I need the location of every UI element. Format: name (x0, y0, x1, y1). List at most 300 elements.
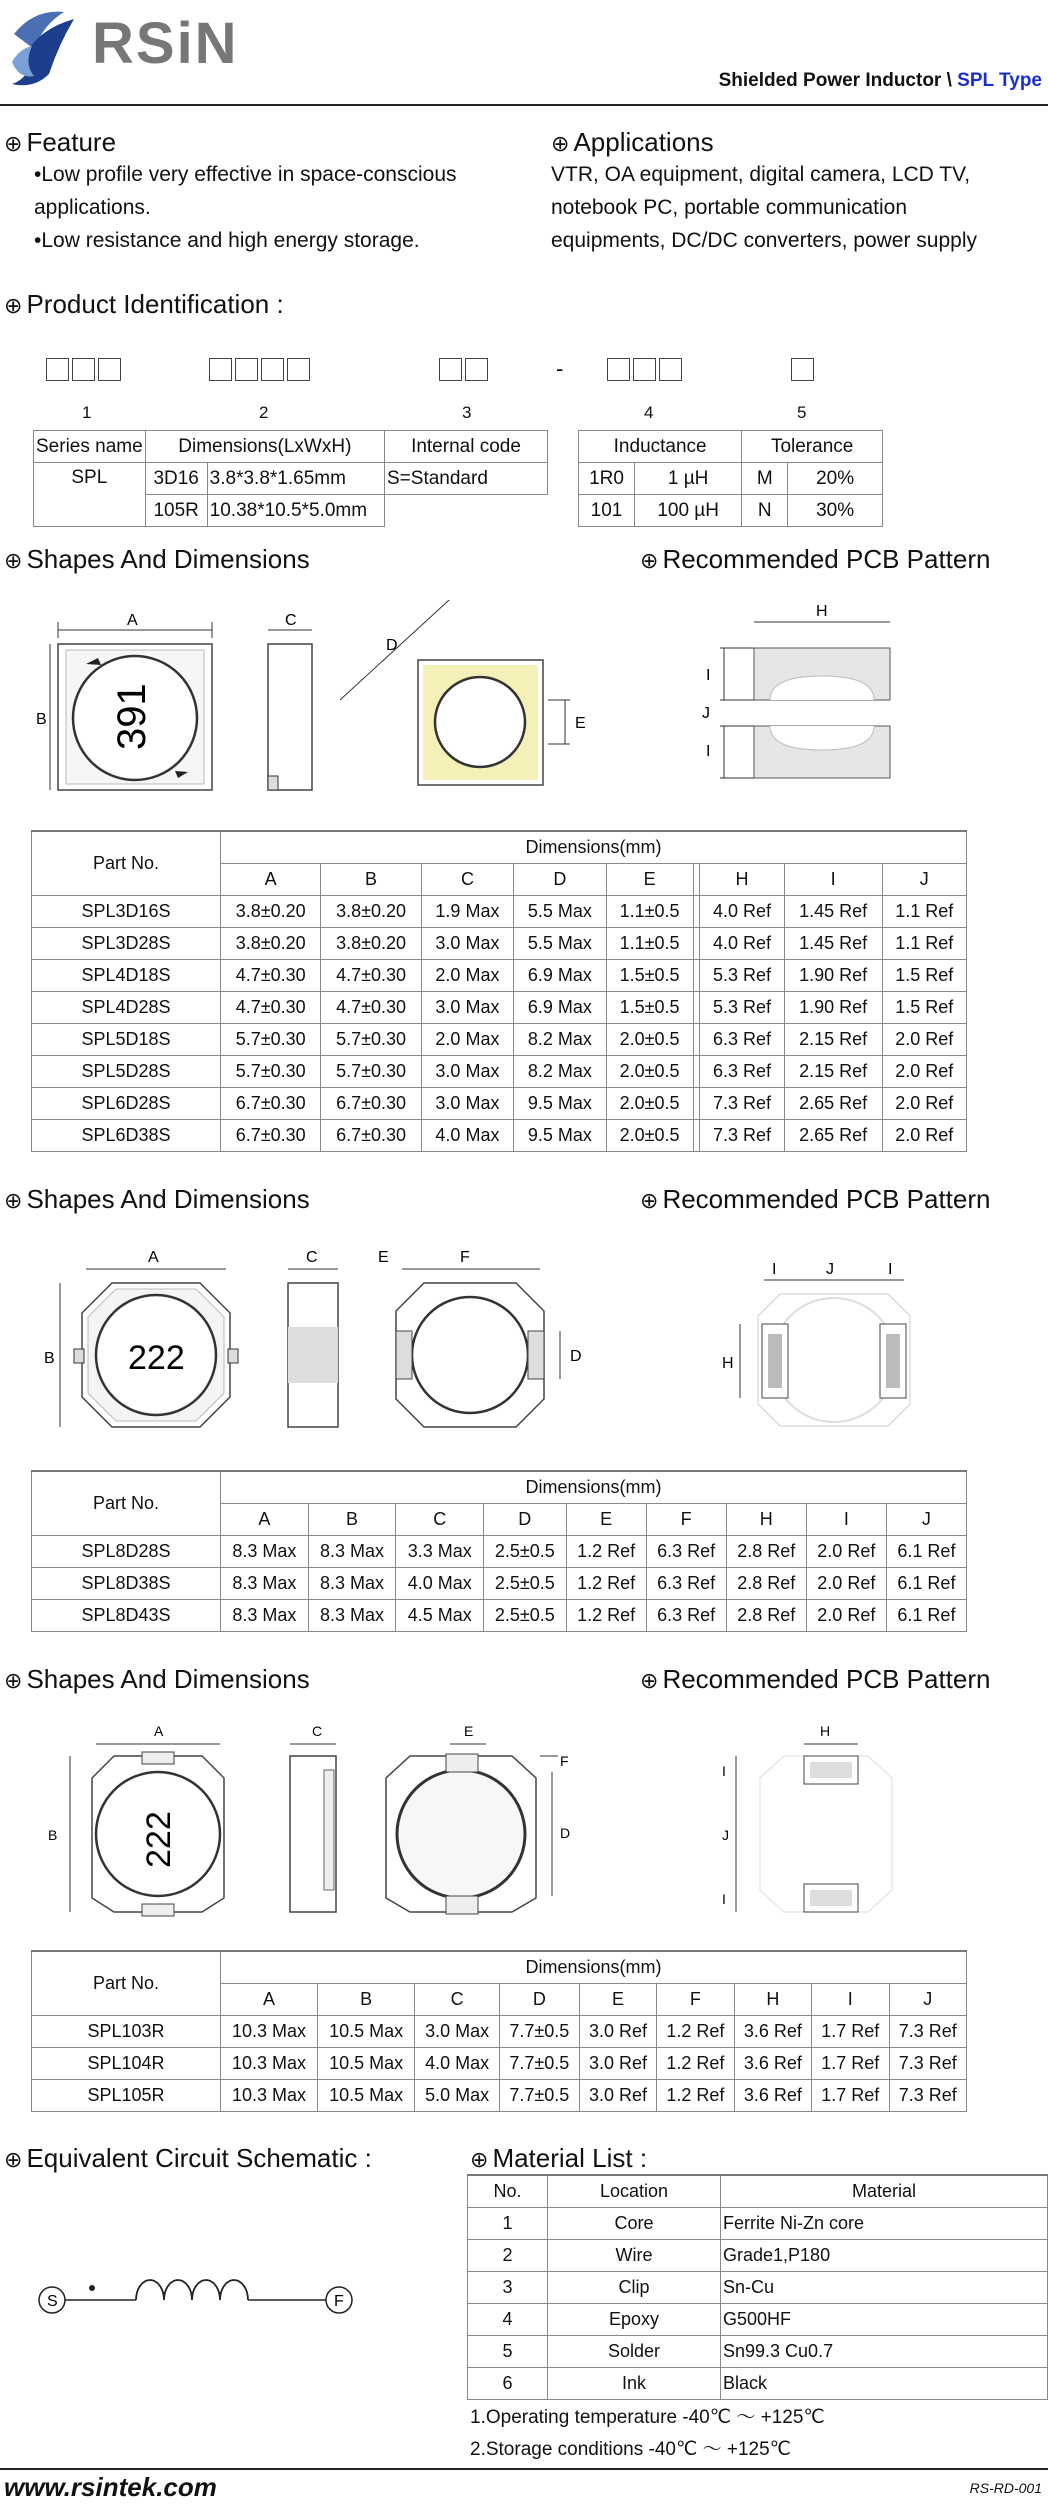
table-cell: 8.3 Max (221, 1535, 309, 1567)
dimensions-table-2 (31, 1470, 967, 1632)
table-cell: 4.5 Max (396, 1599, 484, 1631)
th-dims: Dimensions(mm) (221, 1471, 967, 1503)
table-cell: 10.5 Max (318, 2079, 415, 2111)
table-cell: 3.0 Max (421, 927, 513, 959)
svg-text:C: C (306, 1249, 318, 1266)
table-cell: 1.1 Ref (882, 927, 967, 959)
svg-text:D: D (570, 1348, 582, 1365)
circle-plus-icon: ⊕ (470, 2147, 489, 2172)
table-cell: 5.0 Max (415, 2079, 500, 2111)
table-row (32, 1023, 967, 1055)
table-row (32, 2079, 967, 2111)
table-cell: 5.7±0.30 (321, 1023, 421, 1055)
applications-line: equipments, DC/DC converters, power supply (551, 229, 978, 252)
part-number-cell: SPL5D18S (32, 1023, 221, 1055)
table-cell: 1.1±0.5 (606, 927, 693, 959)
svg-text:C: C (312, 1723, 323, 1739)
table-cell: 4.7±0.30 (321, 991, 421, 1023)
applications-list (551, 158, 977, 257)
th-dims: Dimensions(mm) (221, 831, 967, 863)
dim-code: 3D16 (145, 463, 207, 495)
table-cell: 8.3 Max (308, 1535, 396, 1567)
shape-drawing-1 (30, 600, 610, 810)
table-cell: 2.0 Ref (806, 1535, 886, 1567)
applications-line: notebook PC, portable communication (551, 196, 908, 219)
code-number: 3 (462, 403, 472, 422)
dim-value: 10.38*10.5*5.0mm (207, 495, 384, 527)
svg-text:C: C (285, 612, 297, 629)
table-cell: 2.0 Ref (882, 1023, 967, 1055)
part-number-cell: SPL5D28S (32, 1055, 221, 1087)
part-number-cell: 2 (468, 2239, 548, 2271)
svg-text:222: 222 (128, 1339, 185, 1377)
table-cell: 5.3 Ref (700, 991, 784, 1023)
table-cell: 5.7±0.30 (221, 1055, 321, 1087)
table-cell: 10.5 Max (318, 2015, 415, 2047)
circle-plus-icon: ⊕ (4, 2147, 23, 2172)
table-cell: 10.3 Max (221, 2079, 318, 2111)
table-cell: 6.3 Ref (646, 1567, 726, 1599)
code-number: 5 (797, 403, 807, 422)
table-cell: 5.5 Max (514, 895, 606, 927)
part-number-cell: 6 (468, 2367, 548, 2399)
table-cell (693, 959, 700, 991)
table-cell: 2.0 Ref (806, 1567, 886, 1599)
part-number-cell: SPL8D28S (32, 1535, 221, 1567)
table-cell: 6.9 Max (514, 959, 606, 991)
tol-code: N (742, 495, 788, 527)
table-cell: 3.0 Max (415, 2015, 500, 2047)
table-cell: 4.7±0.30 (221, 991, 321, 1023)
svg-text:A: A (154, 1723, 164, 1739)
svg-text:I: I (706, 743, 711, 760)
table-cell: 10.3 Max (221, 2015, 318, 2047)
tol-value: 20% (788, 463, 883, 495)
table-cell: 1.2 Ref (566, 1567, 646, 1599)
table-cell: 1.9 Max (421, 895, 513, 927)
table-row (32, 2015, 967, 2047)
applications-heading: ⊕ Applications (551, 127, 714, 157)
shape-drawing-2 (30, 1245, 620, 1435)
pcb-heading-3: ⊕ Recommended PCB Pattern (640, 1664, 991, 1694)
svg-text:I: I (706, 667, 711, 684)
th-dims: Dimensions(mm) (221, 1951, 967, 1983)
table-cell: 1.1 Ref (882, 895, 967, 927)
table-cell: 3.6 Ref (734, 2079, 811, 2111)
table-cell: 2.0±0.5 (606, 1119, 693, 1151)
circle-plus-icon: ⊕ (551, 131, 570, 156)
table-cell: Ferrite Ni-Zn core (721, 2207, 1048, 2239)
table-cell: 4.0 Ref (700, 895, 784, 927)
table-cell: 1.7 Ref (812, 2015, 889, 2047)
ind-code: 1R0 (579, 463, 635, 495)
table-cell: 8.3 Max (308, 1567, 396, 1599)
part-number-cell: SPL104R (32, 2047, 221, 2079)
code-number: 4 (644, 403, 654, 422)
materials-table (467, 2174, 1048, 2400)
svg-text:J: J (826, 1261, 834, 1278)
shapes-heading-3: ⊕ Shapes And Dimensions (4, 1664, 310, 1694)
feature-line: •Low profile very effective in space-conscious (34, 163, 457, 186)
svg-text:J: J (722, 1827, 729, 1843)
table-cell: 1.1±0.5 (606, 895, 693, 927)
table-cell: 7.3 Ref (700, 1119, 784, 1151)
svg-text:D: D (560, 1825, 571, 1841)
column-header-row: A B C D E F H I J (32, 1503, 967, 1535)
table-cell: 3.8±0.20 (221, 927, 321, 959)
dim-value: 3.8*3.8*1.65mm (207, 463, 384, 495)
table-cell: 1.5 Ref (882, 991, 967, 1023)
table-cell: 5.5 Max (514, 927, 606, 959)
part-number-cell: 4 (468, 2303, 548, 2335)
table-cell (693, 895, 700, 927)
table-cell: 5.7±0.30 (321, 1055, 421, 1087)
circle-plus-icon: ⊕ (4, 1188, 23, 1213)
feature-line: applications. (34, 196, 151, 219)
feature-list (34, 158, 457, 257)
table-cell: 2.65 Ref (784, 1087, 882, 1119)
table-cell: Wire (548, 2239, 721, 2271)
part-number-cell: 1 (468, 2207, 548, 2239)
code-boxes-4 (607, 358, 685, 387)
table-cell: 2.0 Ref (806, 1599, 886, 1631)
table-cell: 3.0 Max (421, 991, 513, 1023)
part-number-cell: SPL6D28S (32, 1087, 221, 1119)
code-boxes-2 (209, 358, 313, 387)
table-row (468, 2271, 1048, 2303)
table-cell (693, 1055, 700, 1087)
logo-text: RSiN (92, 11, 239, 76)
table-cell: Core (548, 2207, 721, 2239)
finish-terminal: F (334, 2293, 344, 2310)
table-cell (693, 991, 700, 1023)
table-cell: 3.8±0.20 (321, 927, 421, 959)
table-cell: 2.0 Ref (882, 1055, 967, 1087)
part-number-cell: 3 (468, 2271, 548, 2303)
table-cell: 1.7 Ref (812, 2079, 889, 2111)
product-title-text: Shielded Power Inductor (718, 70, 942, 91)
table-cell: 6.3 Ref (700, 1023, 784, 1055)
table-cell: 7.7±0.5 (499, 2047, 579, 2079)
column-header-row: A B C D E H I J (32, 863, 967, 895)
svg-text:E: E (575, 715, 586, 732)
table-cell: 2.0±0.5 (606, 1087, 693, 1119)
table-cell: Clip (548, 2271, 721, 2303)
table-cell: 2.0 Max (421, 959, 513, 991)
table-cell: 3.0 Max (421, 1055, 513, 1087)
doc-code: RS-RD-001 (969, 2480, 1042, 2496)
table-cell: 2.8 Ref (726, 1535, 806, 1567)
column-header-row: A B C D E F H I J (32, 1983, 967, 2015)
empty-cell (385, 495, 548, 527)
code-boxes-1 (46, 358, 124, 387)
part-number-cell: SPL6D38S (32, 1119, 221, 1151)
table-cell: 2.8 Ref (726, 1599, 806, 1631)
table-cell: 3.0 Ref (579, 2047, 656, 2079)
materials-header-row: No. Location Material (468, 2175, 1048, 2207)
table-cell: 1.2 Ref (657, 2015, 734, 2047)
th-inductance: Inductance (579, 431, 742, 463)
table-cell: Solder (548, 2335, 721, 2367)
part-number-cell: SPL4D28S (32, 991, 221, 1023)
footer-rule (0, 2468, 1048, 2470)
table-cell: 1.2 Ref (657, 2079, 734, 2111)
table-cell (693, 927, 700, 959)
svg-text:I: I (888, 1261, 893, 1278)
feature-heading: ⊕ Feature (4, 127, 117, 157)
table-cell: 6.3 Ref (646, 1535, 726, 1567)
svg-text:H: H (816, 603, 828, 620)
table-cell: 1.90 Ref (784, 991, 882, 1023)
table-cell: 1.2 Ref (566, 1535, 646, 1567)
table-row (32, 2047, 967, 2079)
start-terminal: S (47, 2293, 58, 2310)
circle-plus-icon: ⊕ (4, 293, 23, 318)
pcb-drawing-1 (690, 598, 920, 798)
product-id-table-right (578, 430, 883, 527)
product-id-heading: ⊕ Product Identification : (4, 289, 284, 319)
code-number: 1 (82, 403, 92, 422)
table-cell: 2.0 Ref (882, 1087, 967, 1119)
table-cell: 6.7±0.30 (321, 1087, 421, 1119)
table-row (32, 1535, 967, 1567)
tol-value: 30% (788, 495, 883, 527)
type-label: SPL Type (957, 70, 1042, 91)
table-cell: 8.3 Max (308, 1599, 396, 1631)
dimensions-table-3 (31, 1950, 967, 2112)
table-cell: 1.7 Ref (812, 2047, 889, 2079)
th-dimensions: Dimensions(LxWxH) (145, 431, 384, 463)
table-row (32, 1055, 967, 1087)
part-number-cell: SPL3D28S (32, 927, 221, 959)
table-cell: 8.2 Max (514, 1023, 606, 1055)
svg-text:H: H (820, 1723, 831, 1739)
inductor-schematic (36, 2270, 356, 2330)
feature-line: •Low resistance and high energy storage. (34, 229, 420, 252)
table-cell: 4.7±0.30 (321, 959, 421, 991)
svg-text:E: E (378, 1249, 389, 1266)
table-cell: Grade1,P180 (721, 2239, 1048, 2271)
code-dash: - (556, 356, 564, 381)
svg-text:222: 222 (140, 1811, 178, 1868)
table-cell: 6.3 Ref (700, 1055, 784, 1087)
svg-text:E: E (464, 1723, 474, 1739)
svg-text:I: I (722, 1763, 726, 1779)
table-cell: 6.3 Ref (646, 1599, 726, 1631)
table-cell: 6.7±0.30 (321, 1119, 421, 1151)
svg-text:H: H (722, 1355, 734, 1372)
table-row (468, 2335, 1048, 2367)
shapes-heading-2: ⊕ Shapes And Dimensions (4, 1184, 310, 1214)
svg-text:J: J (702, 705, 710, 722)
svg-text:I: I (722, 1891, 726, 1907)
table-cell: 10.5 Max (318, 2047, 415, 2079)
table-cell: 1.2 Ref (566, 1599, 646, 1631)
part-number-cell: SPL105R (32, 2079, 221, 2111)
shape-drawing-3 (40, 1720, 600, 1920)
code-boxes-3 (439, 358, 491, 387)
table-row (32, 1599, 967, 1631)
table-cell: 6.9 Max (514, 991, 606, 1023)
table-cell: 2.5±0.5 (484, 1599, 566, 1631)
table-cell: 2.5±0.5 (484, 1535, 566, 1567)
th-part: Part No. (32, 1471, 221, 1535)
table-cell: 8.3 Max (221, 1599, 309, 1631)
table-row (468, 2239, 1048, 2271)
table-cell: 7.3 Ref (889, 2079, 967, 2111)
header (0, 0, 1048, 110)
th-series: Series name (34, 431, 146, 463)
circle-plus-icon: ⊕ (640, 548, 659, 573)
table-cell: 3.8±0.20 (221, 895, 321, 927)
svg-text:B: B (36, 711, 47, 728)
svg-text:F: F (460, 1249, 470, 1266)
svg-text:B: B (44, 1350, 55, 1367)
table-cell: 7.3 Ref (889, 2015, 967, 2047)
pcb-heading-2: ⊕ Recommended PCB Pattern (640, 1184, 991, 1214)
dim-label-a: A (127, 612, 138, 629)
svg-text:B: B (48, 1827, 58, 1843)
table-cell: 7.7±0.5 (499, 2079, 579, 2111)
th-part: Part No. (32, 831, 221, 895)
table-cell (693, 1023, 700, 1055)
table-cell: 6.1 Ref (886, 1535, 966, 1567)
svg-text:D: D (386, 637, 398, 654)
marking-text: 391 (110, 683, 154, 750)
table-cell: 1.45 Ref (784, 895, 882, 927)
part-number-cell: SPL103R (32, 2015, 221, 2047)
th-tolerance: Tolerance (742, 431, 883, 463)
svg-text:F: F (560, 1753, 569, 1769)
table-cell: 4.7±0.30 (221, 959, 321, 991)
table-cell: 1.45 Ref (784, 927, 882, 959)
table-cell: 9.5 Max (514, 1119, 606, 1151)
table-cell: 2.15 Ref (784, 1023, 882, 1055)
table-cell: 3.0 Ref (579, 2015, 656, 2047)
table-cell: 3.0 Max (421, 1087, 513, 1119)
pcb-heading-1: ⊕ Recommended PCB Pattern (640, 544, 991, 574)
table-cell: 7.3 Ref (889, 2047, 967, 2079)
table-cell: 3.6 Ref (734, 2047, 811, 2079)
table-cell: 2.65 Ref (784, 1119, 882, 1151)
table-cell: Ink (548, 2367, 721, 2399)
code-number: 2 (259, 403, 269, 422)
table-cell: 1.5±0.5 (606, 959, 693, 991)
table-cell: 6.1 Ref (886, 1599, 966, 1631)
series-value: SPL (34, 463, 146, 527)
table-row (468, 2207, 1048, 2239)
table-row (468, 2367, 1048, 2399)
table-cell: 3.8±0.20 (321, 895, 421, 927)
table-row (32, 959, 967, 991)
table-cell: 2.8 Ref (726, 1567, 806, 1599)
table-cell: 6.1 Ref (886, 1567, 966, 1599)
table-cell: 3.3 Max (396, 1535, 484, 1567)
part-number-cell: 5 (468, 2335, 548, 2367)
dim-code: 105R (145, 495, 207, 527)
table-cell: 2.15 Ref (784, 1055, 882, 1087)
table-cell: 6.7±0.30 (221, 1119, 321, 1151)
part-number-cell: SPL8D38S (32, 1567, 221, 1599)
table-cell: 4.0 Ref (700, 927, 784, 959)
ind-value: 1 µH (635, 463, 742, 495)
ind-code: 101 (579, 495, 635, 527)
table-cell: 7.3 Ref (700, 1087, 784, 1119)
rsin-logo-icon (4, 4, 84, 94)
table-cell: Sn99.3 Cu0.7 (721, 2335, 1048, 2367)
circuit-heading: ⊕ Equivalent Circuit Schematic : (4, 2143, 372, 2173)
product-id-table-left (33, 430, 548, 527)
table-row (32, 991, 967, 1023)
materials-note: 1.Operating temperature -40℃ ～ +125℃ (470, 2407, 825, 2428)
table-cell: Black (721, 2367, 1048, 2399)
table-cell: 7.7±0.5 (499, 2015, 579, 2047)
product-title (719, 70, 1042, 92)
table-cell: 4.0 Max (421, 1119, 513, 1151)
part-number-cell: SPL3D16S (32, 895, 221, 927)
circle-plus-icon: ⊕ (4, 1668, 23, 1693)
title-separator: \ (946, 70, 952, 91)
dimensions-table-1 (31, 830, 967, 1152)
table-cell: Epoxy (548, 2303, 721, 2335)
table-row (32, 895, 967, 927)
table-cell: G500HF (721, 2303, 1048, 2335)
table-cell: 2.0 Ref (882, 1119, 967, 1151)
shapes-heading-1: ⊕ Shapes And Dimensions (4, 544, 310, 574)
table-cell: 1.5±0.5 (606, 991, 693, 1023)
th-internal: Internal code (385, 431, 548, 463)
tol-code: M (742, 463, 788, 495)
table-cell: 3.6 Ref (734, 2015, 811, 2047)
circle-plus-icon: ⊕ (4, 131, 23, 156)
svg-text:A: A (148, 1249, 159, 1266)
table-cell: 5.7±0.30 (221, 1023, 321, 1055)
table-cell (693, 1119, 700, 1151)
table-cell: 3.0 Ref (579, 2079, 656, 2111)
table-cell: 5.3 Ref (700, 959, 784, 991)
svg-text:I: I (772, 1261, 777, 1278)
table-row (32, 1119, 967, 1151)
table-cell: 2.0 Max (421, 1023, 513, 1055)
table-cell: 1.90 Ref (784, 959, 882, 991)
table-cell: 4.0 Max (415, 2047, 500, 2079)
table-cell: 1.5 Ref (882, 959, 967, 991)
table-cell: 9.5 Max (514, 1087, 606, 1119)
circle-plus-icon: ⊕ (640, 1668, 659, 1693)
footer-url[interactable]: www.rsintek.com (4, 2472, 217, 2502)
table-cell: 10.3 Max (221, 2047, 318, 2079)
materials-heading: ⊕ Material List : (470, 2143, 648, 2173)
pcb-drawing-2 (700, 1258, 930, 1438)
pcb-drawing-3 (712, 1720, 912, 1920)
table-cell: 2.5±0.5 (484, 1567, 566, 1599)
table-cell: 6.7±0.30 (221, 1087, 321, 1119)
table-cell: 1.2 Ref (657, 2047, 734, 2079)
table-row (32, 927, 967, 959)
part-number-cell: SPL8D43S (32, 1599, 221, 1631)
table-cell: 2.0±0.5 (606, 1055, 693, 1087)
code-boxes-5 (791, 358, 817, 387)
table-cell: 2.0±0.5 (606, 1023, 693, 1055)
part-number-cell: SPL4D18S (32, 959, 221, 991)
table-row (32, 1087, 967, 1119)
table-cell (693, 1087, 700, 1119)
ind-value: 100 µH (635, 495, 742, 527)
circle-plus-icon: ⊕ (640, 1188, 659, 1213)
applications-line: VTR, OA equipment, digital camera, LCD TV, (551, 163, 971, 186)
circle-plus-icon: ⊕ (4, 548, 23, 573)
table-cell: 8.3 Max (221, 1567, 309, 1599)
